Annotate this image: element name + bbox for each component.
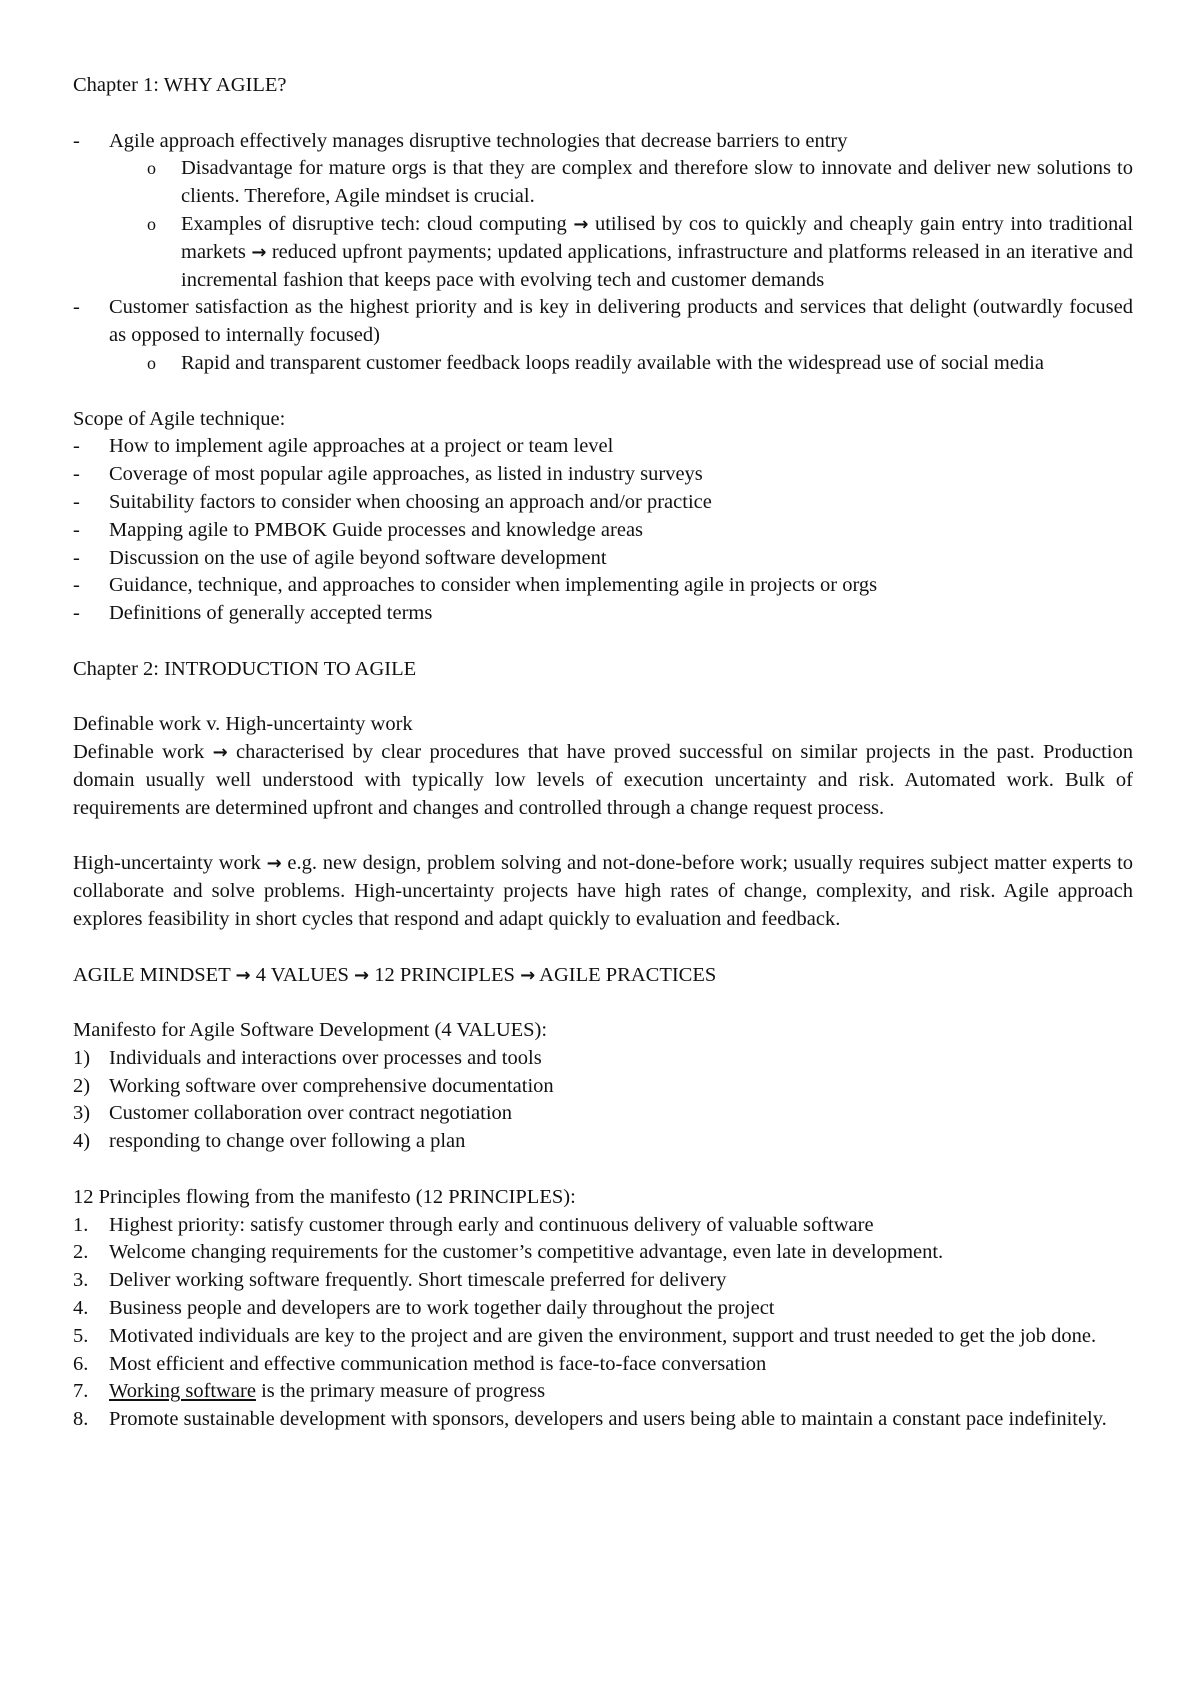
definable-heading: Definable work v. High-uncertainty work <box>73 713 413 736</box>
principle-item <box>73 1406 1133 1434</box>
circle-marker: o <box>147 352 156 373</box>
sub-bullet-feedback-loops <box>147 350 1133 378</box>
principle-text: Welcome changing requirements for the customer’s competitive advantage, even late in development. <box>109 1241 944 1264</box>
principle-text: Highest priority: satisfy customer through early and continuous delivery of valuable software <box>109 1213 874 1236</box>
value-item <box>73 1045 1133 1073</box>
principle-number: 1. <box>73 1213 89 1236</box>
document-page <box>73 72 1133 1434</box>
scope-item-text: Coverage of most popular agile approaches, as listed in industry surveys <box>109 463 703 486</box>
principle-item <box>73 1267 1133 1295</box>
arrow-icon: → <box>212 742 228 764</box>
principle-item <box>73 1323 1133 1351</box>
arrow-icon: → <box>354 964 370 986</box>
manifesto-heading: Manifesto for Agile Software Development (4 VALUES): <box>73 1019 548 1042</box>
bullet-disruptive-tech <box>73 128 1133 156</box>
sub-bullet-text: Examples of disruptive tech: cloud computing → utilised by cos to quickly and cheaply gain entry into traditional markets → reduced upfront payments; updated applications, infrastructure and platforms released in an iterative and incremental fashion that keeps pace with evolving tech and customer demands <box>181 212 1134 291</box>
scope-item-text: How to implement agile approaches at a project or team level <box>109 435 614 458</box>
scope-item <box>73 461 1133 489</box>
principle-number: 5. <box>73 1324 89 1347</box>
arrow-icon: → <box>266 853 282 875</box>
sub-bullet-mature-orgs <box>147 155 1133 211</box>
value-text: Working software over comprehensive documentation <box>109 1074 554 1097</box>
circle-marker: o <box>147 213 156 234</box>
dash-marker: - <box>73 574 80 597</box>
scope-item <box>73 545 1133 573</box>
scope-item <box>73 433 1133 461</box>
scope-item-text: Discussion on the use of agile beyond software development <box>109 546 607 569</box>
value-item <box>73 1128 1133 1156</box>
principle-number: 8. <box>73 1408 89 1431</box>
chapter-1-heading: Chapter 1: WHY AGILE? <box>73 74 287 96</box>
dash-marker: - <box>73 546 80 569</box>
principle-item <box>73 1212 1133 1240</box>
value-item <box>73 1073 1133 1101</box>
bullet-text: Customer satisfaction as the highest priority and is key in delivering products and services that delight (outwardly focused as opposed to internally focused) <box>109 296 1133 347</box>
principle-text: Most efficient and effective communication method is face-to-face conversation <box>109 1352 767 1375</box>
principle-item <box>73 1239 1133 1267</box>
agile-flow-line: AGILE MINDSET → 4 VALUES → 12 PRINCIPLES → AGILE PRACTICES <box>73 963 717 986</box>
sub-bullet-examples <box>147 211 1133 294</box>
bullet-text: Agile approach effectively manages disruptive technologies that decrease barriers to entry <box>109 129 848 152</box>
value-number: 2) <box>73 1074 91 1097</box>
scope-item-text: Guidance, technique, and approaches to consider when implementing agile in projects or orgs <box>109 574 878 597</box>
dash-marker: - <box>73 129 80 152</box>
principle-number: 3. <box>73 1269 89 1292</box>
high-uncertainty-paragraph: High-uncertainty work → e.g. new design, problem solving and not-done-before work; usually requires subject matter experts to collaborate and solve problems. High-uncertainty projects have high rates of change, complexity, and risk. Agile approach explores feasibility in short cycles that respond and adapt quickly to evaluation and feedback. <box>73 852 1134 930</box>
principle-text: Working software is the primary measure of progress <box>109 1380 546 1403</box>
chapter-2-heading: Chapter 2: INTRODUCTION TO AGILE <box>73 657 417 680</box>
principles-list <box>73 1212 1133 1434</box>
principle-underlined-text: Working software <box>109 1380 256 1403</box>
principle-number: 7. <box>73 1380 89 1403</box>
dash-marker: - <box>73 490 80 513</box>
value-text: Customer collaboration over contract negotiation <box>109 1102 513 1125</box>
principle-item <box>73 1351 1133 1379</box>
value-number: 4) <box>73 1130 91 1153</box>
arrow-icon: → <box>235 964 251 986</box>
circle-marker: o <box>147 158 156 179</box>
scope-item <box>73 517 1133 545</box>
value-text: Individuals and interactions over processes and tools <box>109 1046 542 1069</box>
scope-item-text: Mapping agile to PMBOK Guide processes and knowledge areas <box>109 518 644 541</box>
dash-marker: - <box>73 518 80 541</box>
arrow-icon: → <box>573 213 589 235</box>
sub-bullet-text: Rapid and transparent customer feedback loops readily available with the widespread use of social media <box>181 351 1044 374</box>
principle-number: 2. <box>73 1241 89 1264</box>
scope-item-text: Definitions of generally accepted terms <box>109 602 433 625</box>
principle-text: Deliver working software frequently. Short timescale preferred for delivery <box>109 1269 727 1292</box>
principle-text: Promote sustainable development with sponsors, developers and users being able to maintain a constant pace indefinitely. <box>109 1408 1107 1431</box>
value-number: 3) <box>73 1102 91 1125</box>
scope-item <box>73 600 1133 628</box>
scope-item <box>73 572 1133 600</box>
scope-heading: Scope of Agile technique: <box>73 407 286 430</box>
scope-item-text: Suitability factors to consider when choosing an approach and/or practice <box>109 490 712 513</box>
bullet-customer-satisfaction <box>73 294 1133 350</box>
definable-paragraph: Definable work → characterised by clear procedures that have proved successful on similar projects in the past. Production domain usually well understood with typically low levels of execution uncertainty and risk. Automated work. Bulk of requirements are determined upfront and changes and controlled through a change request process. <box>73 741 1133 819</box>
principle-number: 6. <box>73 1352 89 1375</box>
dash-marker: - <box>73 296 80 319</box>
manifesto-list <box>73 1045 1133 1156</box>
value-item <box>73 1100 1133 1128</box>
value-text: responding to change over following a plan <box>109 1130 466 1153</box>
value-number: 1) <box>73 1046 91 1069</box>
dash-marker: - <box>73 435 80 458</box>
principle-item <box>73 1378 1133 1406</box>
principle-text: Motivated individuals are key to the project and are given the environment, support and trust needed to get the job done. <box>109 1324 1097 1347</box>
principles-heading: 12 Principles flowing from the manifesto (12 PRINCIPLES): <box>73 1185 576 1208</box>
arrow-icon: → <box>251 241 267 263</box>
arrow-icon: → <box>520 964 536 986</box>
principle-item <box>73 1295 1133 1323</box>
principle-text: Business people and developers are to work together daily throughout the project <box>109 1297 775 1320</box>
dash-marker: - <box>73 602 80 625</box>
dash-marker: - <box>73 463 80 486</box>
principle-number: 4. <box>73 1297 89 1320</box>
sub-bullet-text: Disadvantage for mature orgs is that they are complex and therefore slow to innovate and deliver new solutions to clients. Therefore, Agile mindset is crucial. <box>181 157 1133 208</box>
scope-item <box>73 489 1133 517</box>
scope-list <box>73 433 1133 628</box>
